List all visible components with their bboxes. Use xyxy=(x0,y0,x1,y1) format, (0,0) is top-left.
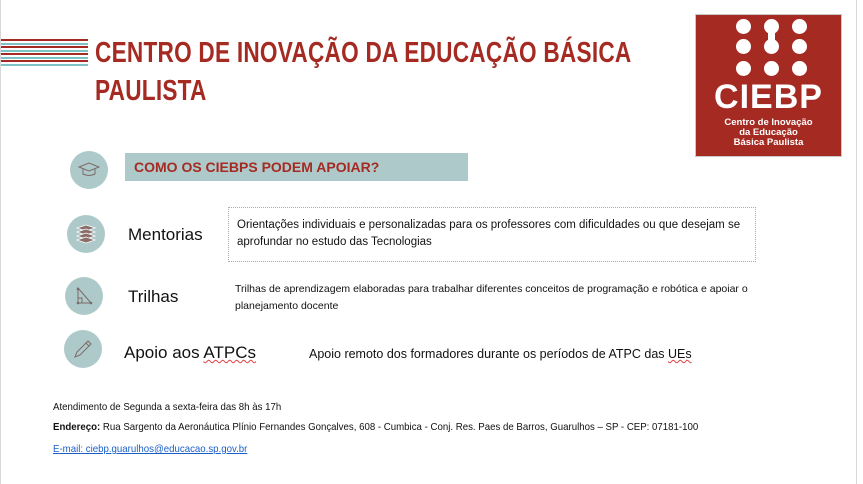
decorative-stripes xyxy=(1,39,88,67)
logo-subtitle xyxy=(696,118,841,148)
logo-dots xyxy=(732,19,812,75)
description-flagged-word: UEs xyxy=(668,347,692,361)
item-label-apoio-atpcs xyxy=(124,343,256,363)
address-text: Rua Sargento da Aeronáutica Plínio Fernandes Gonçalves, 608 - Cumbica - Conj. Res. Paes de Barros, Guarulhos – SP - CEP: 07181-100 xyxy=(100,421,699,433)
triangle-ruler-icon xyxy=(65,277,103,315)
logo-line: Centro de Inovação xyxy=(724,117,813,128)
section-banner: COMO OS CIEBPS PODEM APOIAR? xyxy=(125,153,468,181)
address xyxy=(53,421,698,433)
description-text: Apoio remoto dos formadores durante os períodos de ATPC das xyxy=(309,347,668,361)
logo-acronym: CIEBP xyxy=(714,78,823,116)
graduation-cap-icon xyxy=(70,151,108,189)
logo-line: Básica Paulista xyxy=(733,137,804,148)
pencil-icon xyxy=(64,330,102,368)
logo-line: da Educação xyxy=(739,127,798,138)
label-text: Apoio aos xyxy=(124,343,204,362)
label-flagged-word: ATPCs xyxy=(203,343,256,362)
page-title xyxy=(95,34,631,110)
books-icon xyxy=(67,215,105,253)
service-hours: Atendimento de Segunda a sexta-feira das 8h às 17h xyxy=(53,401,282,413)
title-line-2: PAULISTA xyxy=(95,75,207,107)
item-description-trilhas: Trilhas de aprendizagem elaboradas para trabalhar diferentes conceitos de programação e robótica e apoiar o planejamento docente xyxy=(235,283,748,312)
address-label: Endereço: xyxy=(53,421,101,433)
item-label-trilhas: Trilhas xyxy=(128,287,179,306)
email-link[interactable]: E-mail: ciebp.guarulhos@educacao.sp.gov.br xyxy=(53,443,248,455)
item-description-mentorias: Orientações individuais e personalizadas para os professores com dificuldades ou que desejam se aprofundar no estudo das Tecnologias xyxy=(237,219,741,248)
ciebp-logo xyxy=(695,14,842,157)
title-line-1: CENTRO DE INOVAÇÃO DA EDUCAÇÃO BÁSICA xyxy=(95,37,632,69)
item-label-mentorias: Mentorias xyxy=(128,225,203,244)
item-description-apoio-atpcs xyxy=(309,346,692,363)
